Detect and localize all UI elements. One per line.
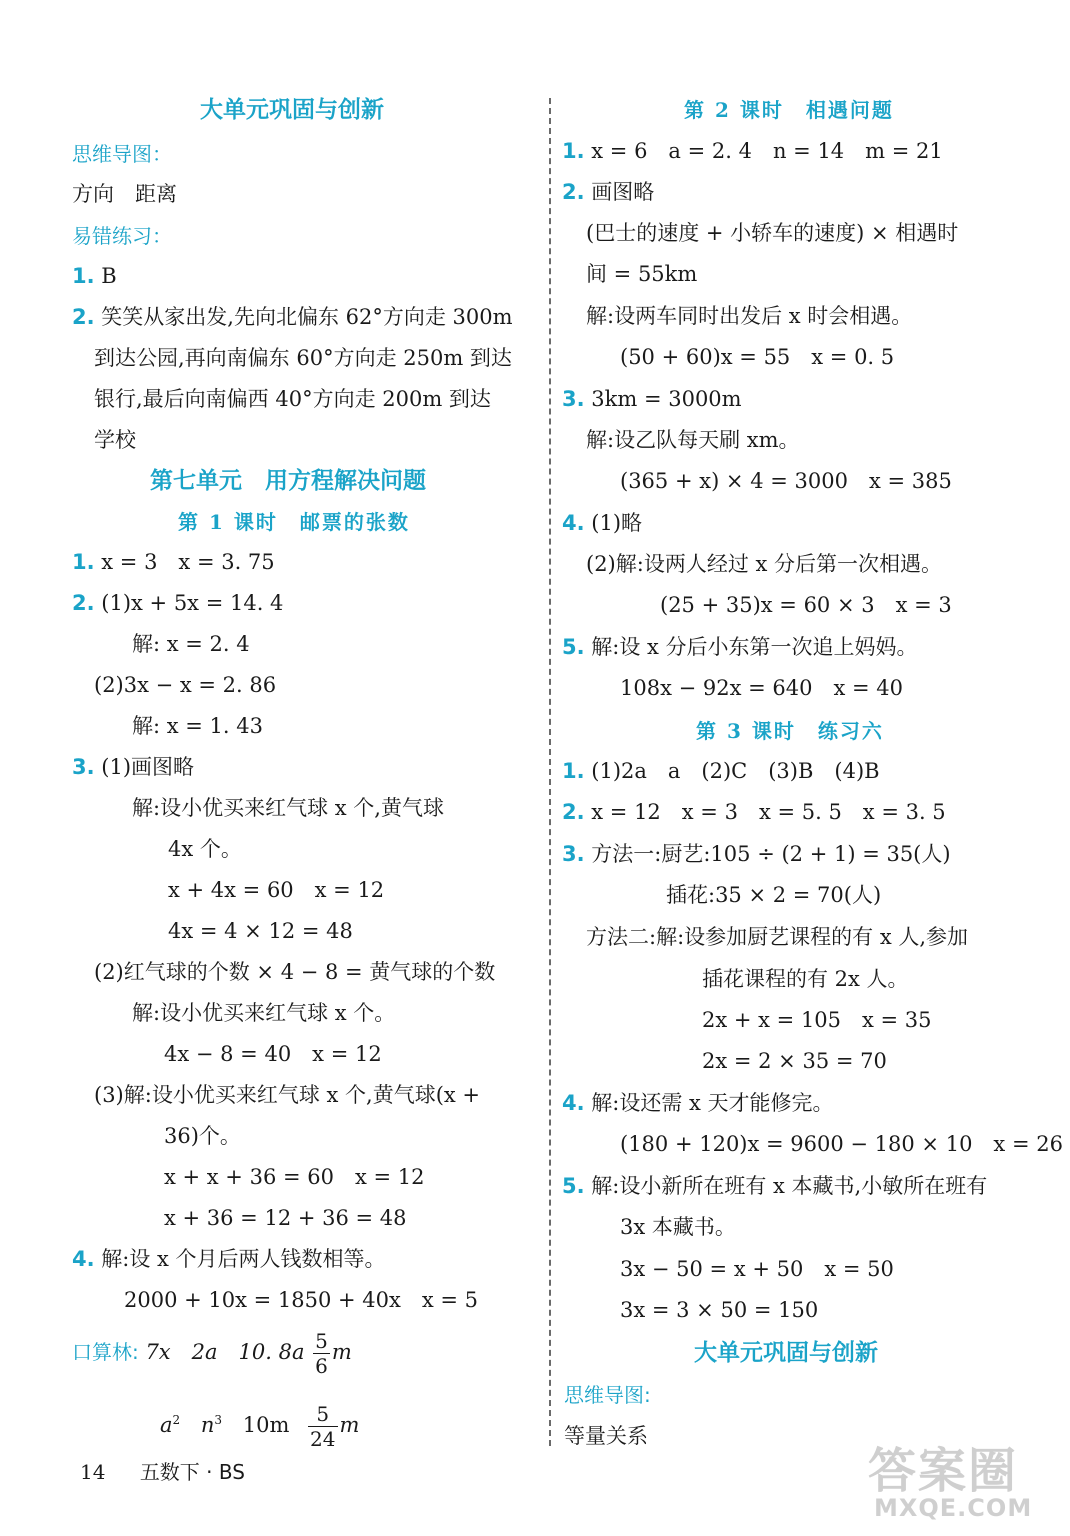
answer-line: (2)红气球的个数 × 4 − 8 = 黄气球的个数 — [94, 960, 496, 984]
list-item — [72, 262, 117, 290]
list-item — [72, 303, 513, 331]
unit-title: 第七单元 用方程解决问题 — [150, 468, 426, 494]
answer-line: 解: x = 1. 43 — [132, 714, 263, 738]
watermark-text: 答案圈 — [868, 1443, 1019, 1499]
item-number: 5. — [562, 1174, 585, 1198]
answer-line: (巴士的速度 + 小轿车的速度) × 相遇时 — [586, 221, 959, 245]
item-number: 3. — [72, 755, 95, 779]
answer-line: (2)解:设两人经过 x 分后第一次相遇。 — [586, 552, 943, 576]
answer-line: 插花课程的有 2x 人。 — [702, 967, 909, 991]
item-number: 4. — [72, 1247, 95, 1271]
list-item — [72, 589, 283, 617]
answer-line: x + x + 36 = 60 x = 12 — [164, 1165, 425, 1189]
oral-calc-row-1 — [72, 1330, 352, 1376]
answer-line: 插花:35 × 2 = 70(人) — [666, 883, 882, 907]
answer-line: 3x − 50 = x + 50 x = 50 — [620, 1257, 894, 1281]
power-base: a — [160, 1413, 173, 1437]
watermark — [868, 1432, 1064, 1532]
answer-text: 方法一:厨艺:105 ÷ (2 + 1) = 35(人) — [591, 842, 951, 866]
section-title: 大单元巩固与创新 — [694, 1340, 878, 1366]
page-footer — [80, 1458, 245, 1486]
item-number: 4. — [562, 1091, 585, 1115]
list-item — [562, 633, 918, 661]
item-number: 5. — [562, 635, 585, 659]
answer-text: (1)画图略 — [101, 755, 195, 779]
power-base: n — [200, 1413, 215, 1437]
lesson-title: 第 1 课时 邮票的张数 — [178, 510, 410, 534]
answer-text: x = 6 a = 2. 4 n = 14 m = 21 — [591, 139, 943, 163]
answer-line: 3x = 3 × 50 = 150 — [620, 1298, 819, 1322]
item-number: 1. — [562, 759, 585, 783]
answer-line: 解:设两车同时出发后 x 时会相遇。 — [586, 304, 913, 328]
list-item — [562, 178, 654, 206]
list-item — [72, 548, 275, 576]
power-exponent: 2 — [172, 1413, 181, 1427]
answer-line: 解:设小优买来红气球 x 个。 — [132, 1001, 396, 1025]
list-item — [562, 798, 946, 826]
list-item — [562, 1172, 987, 1200]
answer-text: (1)略 — [591, 511, 643, 535]
errors-label: 易错练习： — [72, 224, 172, 248]
list-item — [562, 137, 943, 165]
item-number: 2. — [72, 591, 95, 615]
oral-calc-terms: 7x 2a 10. 8a — [145, 1340, 305, 1364]
mind-map-label: 思维导图： — [72, 142, 172, 166]
oral-calc-label: 口算林: — [72, 1340, 139, 1364]
fraction-denominator: 6 — [315, 1354, 328, 1378]
item-number: 2. — [562, 800, 585, 824]
list-item — [562, 840, 951, 868]
answer-line: 2000 + 10x = 1850 + 40x x = 5 — [124, 1288, 479, 1312]
answer-text: B — [101, 264, 117, 288]
answer-text: 笑笑从家出发,先向北偏东 62°方向走 300m — [101, 305, 513, 329]
fraction — [313, 1331, 330, 1376]
answer-text: 解:设还需 x 天才能修完。 — [591, 1091, 834, 1115]
fraction-numerator: 5 — [315, 1329, 328, 1353]
list-item — [72, 1245, 386, 1273]
answer-line: 2x = 2 × 35 = 70 — [702, 1049, 887, 1073]
answer-text: 解:设 x 分后小东第一次追上妈妈。 — [591, 635, 918, 659]
fraction-unit: m — [339, 1413, 360, 1437]
section-title: 大单元巩固与创新 — [200, 97, 384, 123]
item-number: 2. — [72, 305, 95, 329]
answer-line: 解: x = 2. 4 — [132, 632, 250, 656]
answer-text: x = 12 x = 3 x = 5. 5 x = 3. 5 — [591, 800, 946, 824]
answer-line: 2x + x = 105 x = 35 — [702, 1008, 932, 1032]
answer-line: 到达公园,再向南偏东 60°方向走 250m 到达 — [94, 346, 512, 370]
lesson-title: 第 2 课时 相遇问题 — [684, 98, 894, 122]
answer-line: 108x − 92x = 640 x = 40 — [620, 676, 903, 700]
answer-line: (25 + 35)x = 60 × 3 x = 3 — [660, 593, 952, 617]
answer-text: 画图略 — [591, 180, 655, 204]
oral-calc-term: 10m — [242, 1413, 290, 1437]
list-item — [562, 757, 880, 785]
item-number: 2. — [562, 180, 585, 204]
list-item — [562, 1089, 834, 1117]
item-number: 3. — [562, 842, 585, 866]
list-item — [72, 753, 194, 781]
item-number: 1. — [72, 264, 95, 288]
answer-line: (2)3x − x = 2. 86 — [94, 673, 277, 697]
answer-line: 间 = 55km — [586, 262, 698, 286]
answer-line: 解:设小优买来红气球 x 个,黄气球 — [132, 796, 444, 820]
item-number: 4. — [562, 511, 585, 535]
answer-text: 解:设 x 个月后两人钱数相等。 — [101, 1247, 386, 1271]
page-number: 14 — [80, 1460, 106, 1484]
power-exponent: 3 — [214, 1413, 223, 1427]
answer-line: (365 + x) × 4 = 3000 x = 385 — [620, 469, 952, 493]
item-number: 1. — [562, 139, 585, 163]
answer-line: x + 4x = 60 x = 12 — [168, 878, 385, 902]
mind-map-label: 思维导图: — [564, 1383, 651, 1407]
answer-line: (3)解:设小优买来红气球 x 个,黄气球(x + — [94, 1083, 480, 1107]
mind-map-text: 等量关系 — [564, 1424, 648, 1448]
answer-line: 方法二:解:设参加厨艺课程的有 x 人,参加 — [586, 925, 969, 949]
answer-text: 3km = 3000m — [591, 387, 742, 411]
answer-line: 3x 本藏书。 — [620, 1215, 736, 1239]
watermark-url: MXQE.COM — [874, 1494, 1033, 1522]
answer-line: 学校 — [94, 428, 136, 452]
fraction — [308, 1404, 337, 1449]
item-number: 3. — [562, 387, 585, 411]
answer-line: 36)个。 — [164, 1124, 241, 1148]
oral-calc-row-2 — [160, 1398, 359, 1449]
answer-line: x + 36 = 12 + 36 = 48 — [164, 1206, 407, 1230]
answer-line: 4x = 4 × 12 = 48 — [168, 919, 353, 943]
answer-line: (50 + 60)x = 55 x = 0. 5 — [620, 345, 895, 369]
answer-line: 银行,最后向南偏西 40°方向走 200m 到达 — [94, 387, 491, 411]
fraction-denominator: 24 — [310, 1427, 336, 1451]
mind-map-text: 方向 距离 — [72, 182, 177, 206]
list-item — [562, 509, 642, 537]
column-divider — [549, 98, 551, 1446]
list-item — [562, 385, 742, 413]
answer-line: 4x − 8 = 40 x = 12 — [164, 1042, 382, 1066]
answer-text: x = 3 x = 3. 75 — [101, 550, 275, 574]
answer-line: (180 + 120)x = 9600 − 180 × 10 x = 26 — [620, 1132, 1063, 1156]
answer-line: 4x 个。 — [168, 837, 242, 861]
answer-text: (1)2a a (2)C (3)B (4)B — [591, 759, 880, 783]
lesson-title: 第 3 课时 练习六 — [696, 719, 884, 743]
answer-text: 解:设小新所在班有 x 本藏书,小敏所在班有 — [591, 1174, 988, 1198]
answer-text: (1)x + 5x = 14. 4 — [101, 591, 284, 615]
fraction-numerator: 5 — [308, 1404, 337, 1427]
answer-line: 解:设乙队每天刷 xm。 — [586, 428, 800, 452]
item-number: 1. — [72, 550, 95, 574]
fraction-unit: m — [331, 1340, 352, 1364]
book-label: 五数下 · BS — [139, 1460, 245, 1484]
